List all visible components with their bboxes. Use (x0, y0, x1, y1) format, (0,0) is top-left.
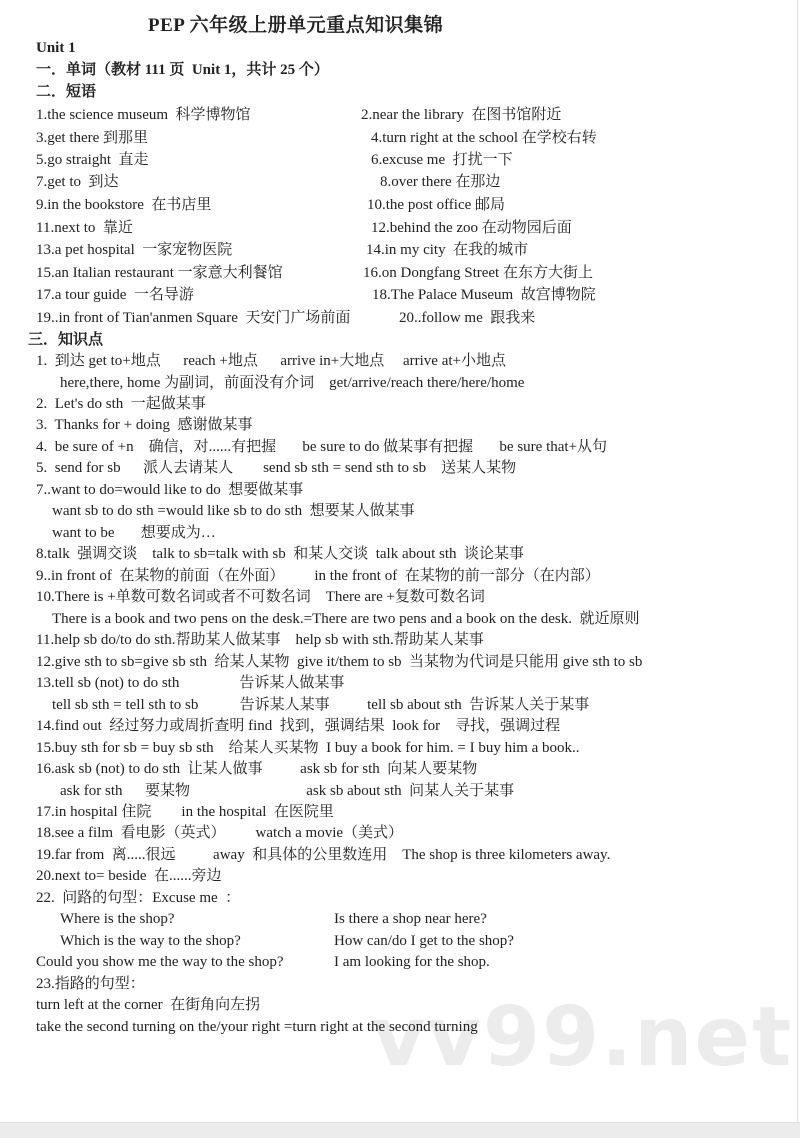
phrase-item: 5.go straight 直走 (36, 152, 149, 168)
point-line: 1. 到达 get to+地点 reach +地点 arrive in+大地点 arrive at+小地点 (36, 353, 506, 369)
unit-heading: Unit 1 (36, 40, 76, 56)
point-line: 20.next to= beside 在......旁边 (36, 868, 222, 884)
phrase-item: 15.an Italian restaurant 一家意大利餐馆 (36, 265, 283, 281)
point-line: 19.far from 离.....很远 away 和具体的公里数连用 The shop is three kilometers away. (36, 847, 611, 863)
phrase-item: 19..in front of Tian'anmen Square 天安门广场前面 (36, 310, 351, 326)
point-line: 17.in hospital 住院 in the hospital 在医院里 (36, 804, 334, 820)
direction-sentence: take the second turning on the/your right =turn right at the second turning (36, 1019, 478, 1035)
section-points: 三．知识点 (28, 332, 104, 348)
phrase-item: 16.on Dongfang Street 在东方大街上 (363, 265, 593, 281)
phrase-item: 13.a pet hospital 一家宠物医院 (36, 242, 233, 258)
point-line: 10.There is +单数可数名词或者不可数名词 There are +复数可数名词 (36, 589, 485, 605)
point-line: 11.help sb do/to do sth.帮助某人做某事 help sb with sth.帮助某人某事 (36, 632, 484, 648)
point-line: There is a book and two pens on the desk.=There are two pens and a book on the desk. 就近原则 (52, 611, 640, 627)
point-line: ask for sth 要某物 ask sb about sth 问某人关于某事 (60, 783, 515, 799)
point-line: 3. Thanks for + doing 感谢做某事 (36, 417, 253, 433)
point-line: 2. Let's do sth 一起做某事 (36, 396, 206, 412)
direction-sentence: turn left at the corner 在街角向左拐 (36, 997, 261, 1013)
point-line: 23.指路的句型： (36, 976, 145, 992)
point-line: want sb to do sth =would like sb to do sth 想要某人做某事 (52, 503, 415, 519)
phrase-item: 18.The Palace Museum 故宫博物院 (372, 287, 596, 303)
point-line: tell sb sth = tell sth to sb 告诉某人某事 tell sb about sth 告诉某人关于某事 (52, 697, 590, 713)
point-line: 14.find out 经过努力或周折查明 find 找到，强调结果 look for 寻找，强调过程 (36, 718, 561, 734)
phrase-item: 6.excuse me 打扰一下 (371, 152, 513, 168)
question-sentence: Could you show me the way to the shop? (36, 954, 284, 970)
question-sentence: I am looking for the shop. (334, 954, 490, 970)
phrase-item: 3.get there 到那里 (36, 130, 149, 146)
point-line: 9..in front of 在某物的前面（在外面） in the front of 在某物的前一部分（在内部） (36, 568, 600, 584)
section-words: 一．单词（教材 111 页 Unit 1，共计 25 个） (36, 62, 329, 78)
point-line: 22. 问路的句型：Excuse me ： (36, 890, 241, 906)
phrase-item: 4.turn right at the school 在学校右转 (371, 130, 597, 146)
point-line: 13.tell sb (not) to do sth 告诉某人做某事 (36, 675, 345, 691)
point-line: here,there, home 为副词，前面没有介词 get/arrive/reach there/here/home (60, 375, 525, 391)
phrase-item: 11.next to 靠近 (36, 220, 133, 236)
question-sentence: How can/do I get to the shop? (334, 933, 514, 949)
point-line: 5. send for sb 派人去请某人 send sb sth = send sth to sb 送某人某物 (36, 460, 517, 476)
watermark: vv99.net (372, 990, 794, 1085)
phrase-item: 20..follow me 跟我来 (399, 310, 536, 326)
point-line: 16.ask sb (not) to do sth 让某人做事 ask sb for sth 向某人要某物 (36, 761, 478, 777)
phrase-item: 8.over there 在那边 (380, 174, 501, 190)
point-line: 7..want to do=would like to do 想要做某事 (36, 482, 304, 498)
phrase-item: 9.in the bookstore 在书店里 (36, 197, 212, 213)
question-sentence: Is there a shop near here? (334, 911, 487, 927)
page-bottom-edge (0, 1122, 800, 1138)
phrase-item: 17.a tour guide 一名导游 (36, 287, 194, 303)
page-title: PEP 六年级上册单元重点知识集锦 (148, 15, 444, 36)
point-line: 8.talk 强调交谈 talk to sb=talk with sb 和某人交谈 talk about sth 谈论某事 (36, 546, 525, 562)
phrase-item: 2.near the library 在图书馆附近 (361, 107, 562, 123)
point-line: 12.give sth to sb=give sb sth 给某人某物 give it/them to sb 当某物为代词是只能用 give sth to sb (36, 654, 643, 670)
point-line: 15.buy sth for sb = buy sb sth 给某人买某物 I buy a book for him. = I buy him a book.. (36, 740, 580, 756)
point-line: 4. be sure of +n 确信，对......有把握 be sure to do 做某事有把握 be sure that+从句 (36, 439, 608, 455)
question-sentence: Which is the way to the shop? (60, 933, 241, 949)
question-sentence: Where is the shop? (60, 911, 175, 927)
point-line: want to be 想要成为… (52, 525, 216, 541)
point-line: 18.see a film 看电影（英式） watch a movie（美式） (36, 825, 404, 841)
phrase-item: 10.the post office 邮局 (367, 197, 506, 213)
phrase-item: 12.behind the zoo 在动物园后面 (371, 220, 572, 236)
phrase-item: 14.in my city 在我的城市 (366, 242, 529, 258)
section-phrases: 二．短语 (36, 84, 97, 100)
phrase-item: 1.the science museum 科学博物馆 (36, 107, 251, 123)
phrase-item: 7.get to 到达 (36, 174, 119, 190)
